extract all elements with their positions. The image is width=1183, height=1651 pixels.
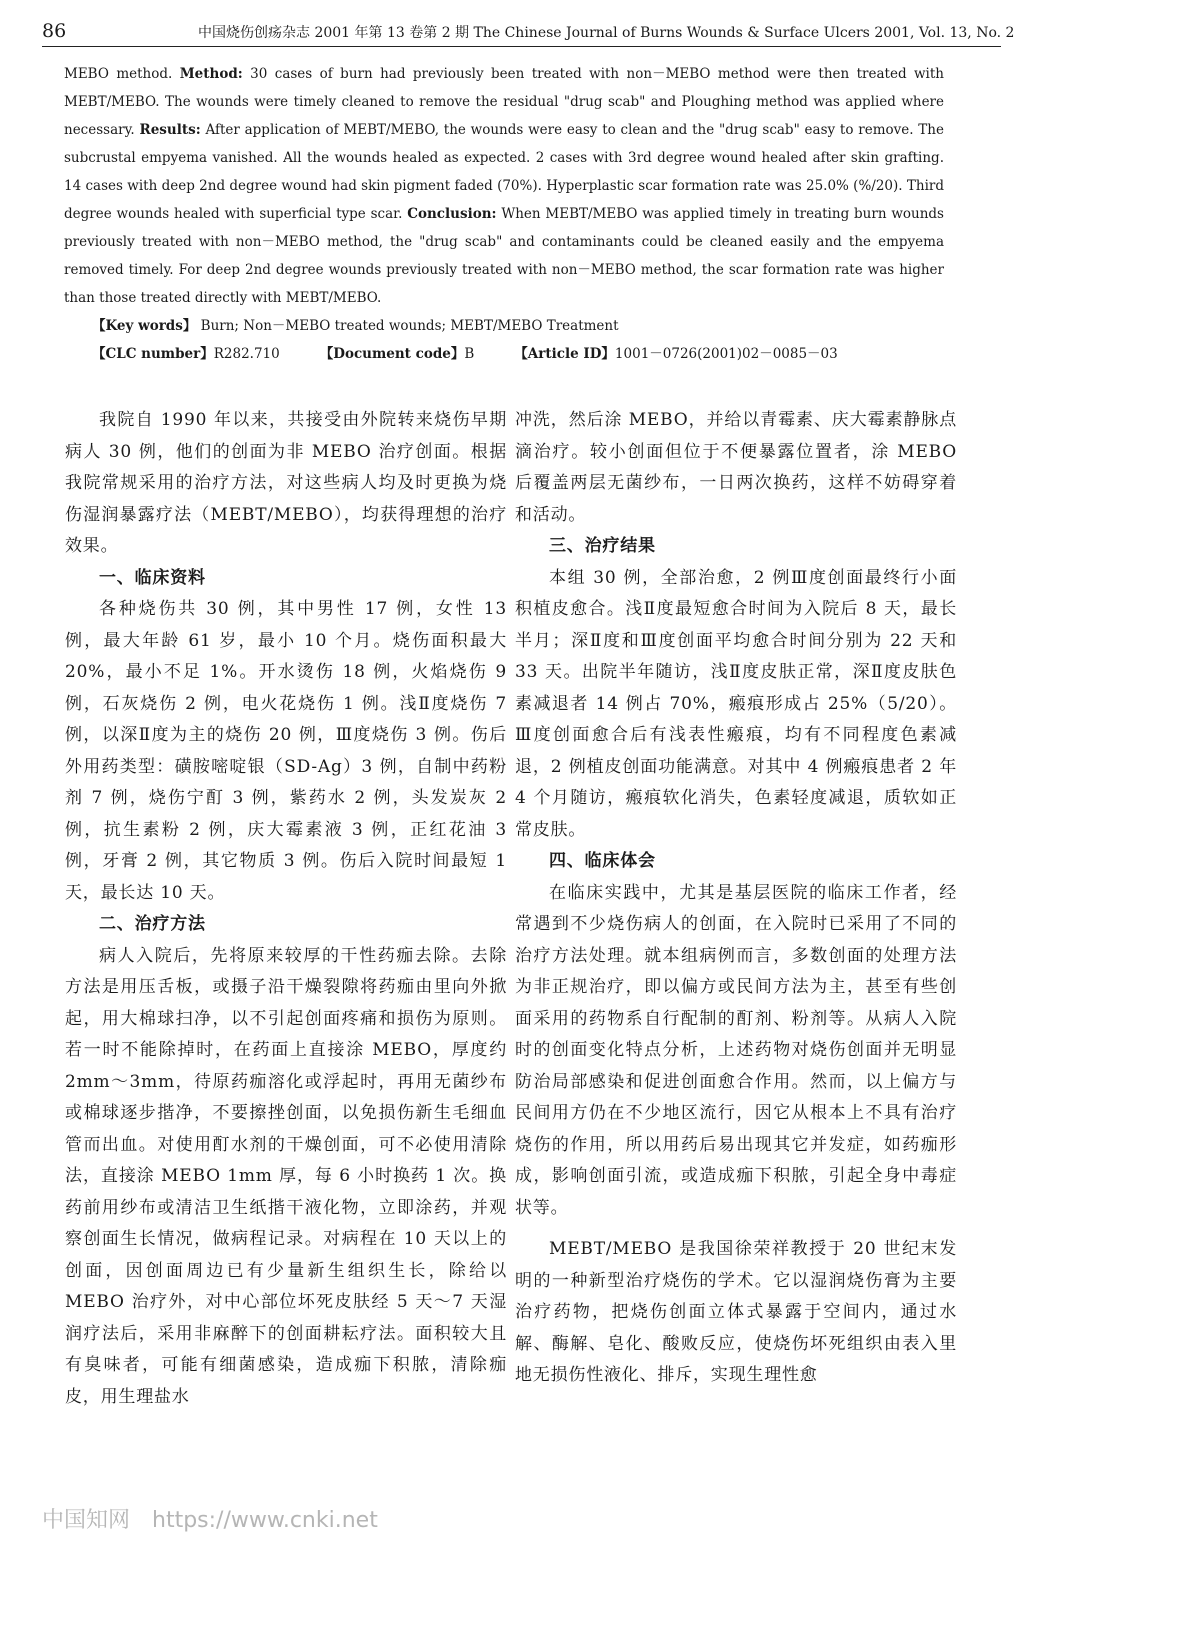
results-text: After application of MEBT/MEBO, the wounds were easy to clean and the "drug scab" easy to remove. The subcrustal empyema vanished. All the wounds healed as expected. 2 cases with 3rd degree wound healed after skin grafting. 14 cases with deep 2nd degree wound had skin pigment faded (70%). Hyperplastic scar formation rate was 25.0% (%/20). Third degree wounds healed with superficial type scar. (64, 122, 944, 222)
article-id-value: 1001－0726(2001)02－0085－03 (614, 346, 838, 362)
keywords-text: Burn; Non－MEBO treated wounds; MEBT/MEBO Treatment (200, 318, 619, 334)
section-3-paragraph: 本组 30 例，全部治愈，2 例Ⅲ度创面最终行小面积植皮愈合。浅Ⅱ度最短愈合时间为入院后 8 天，最长半月；深Ⅱ度和Ⅲ度创面平均愈合时间分别为 22 天和 33 天。出院半年随访，浅Ⅱ度皮肤正常，深Ⅱ度皮肤色素减退者 14 例占 70%，瘢痕形成占 25%（5/20）。Ⅲ度创面愈合后有浅表性瘢痕，均有不同程度色素减退，2 例植皮创面功能满意。对其中 4 例瘢痕患者 2 年 4 个月随访，瘢痕软化消失，色素轻度减退，质软如正常皮肤。 (515, 567, 957, 840)
journal-header: 中国烧伤创疡杂志 2001 年第 13 卷第 2 期 The Chinese Journal of Burns Wounds & Surface Ulcers 2001, Vol. 13, No. 2 (198, 25, 1015, 41)
section-4-heading: 四、临床体会 (549, 851, 656, 871)
section-1-heading: 一、临床资料 (99, 567, 206, 588)
section-1-paragraph: 各种烧伤共 30 例，其中男性 17 例，女性 13 例，最大年龄 61 岁，最小 10 个月。烧伤面积最大 20%，最小不足 1%。开水烫伤 18 例，火焰烧伤 9 例，石灰烧伤 2 例，电火花烧伤 1 例。浅Ⅱ度烧伤 7 例，以深Ⅱ度为主的烧伤 20 例，Ⅲ度烧伤 3 例。伤后外用药类型：磺胺嘧啶银（SD-Ag）3 例，自制中药粉剂 7 例，烧伤宁酊 3 例，紫药水 2 例，头发炭灰 2 例，抗生素粉 2 例，庆大霉素液 3 例，正红花油 3 例，牙膏 2 例，其它物质 3 例。伤后入院时间最短 1 天，最长达 10 天。 (65, 599, 507, 903)
classification-line (92, 342, 838, 362)
intro-paragraph: 我院自 1990 年以来，共接受由外院转来烧伤早期病人 30 例，他们的创面为非 MEBO 治疗创面。根据我院常规采用的治疗方法，对这些病人均及时更换为烧伤湿润暴露疗法（MEBT/MEBO），均获得理想的治疗效果。 (65, 410, 507, 556)
keywords-line (92, 314, 619, 334)
section-4-paragraph-2: MEBT/MEBO 是我国徐荣祥教授于 20 世纪末发明的一种新型治疗烧伤的学术。它以湿润烧伤膏为主要治疗药物，把烧伤创面立体式暴露于空间内，通过水解、酶解、皂化、酸败反应，使烧伤坏死组织由表入里地无损伤性液化、排斥，实现生理性愈 (515, 1239, 957, 1385)
method-label: Method: (179, 66, 243, 82)
clc-label: 【CLC number】 (92, 346, 214, 362)
section-3-heading: 三、治疗结果 (549, 536, 656, 556)
section-2-heading: 二、治疗方法 (99, 914, 206, 934)
doc-code-label: 【Document code】 (319, 346, 465, 362)
section-2-paragraph-part-2: 冲洗，然后涂 MEBO，并给以青霉素、庆大霉素静脉点滴治疗。较小创面但位于不便暴露位置者，涂 MEBO 后覆盖两层无菌纱布，一日两次换药，这样不妨碍穿着和活动。 (515, 410, 957, 525)
header-rule (42, 46, 1001, 47)
conclusion-label: Conclusion: (407, 206, 497, 222)
results-label: Results: (139, 122, 201, 138)
keywords-label: 【Key words】 (92, 318, 197, 334)
article-id-label: 【Article ID】 (514, 346, 615, 362)
section-4-paragraph-1: 在临床实践中，尤其是基层医院的临床工作者，经常遇到不少烧伤病人的创面，在入院时已采用了不同的治疗方法处理。就本组病例而言，多数创面的处理方法为非正规治疗，即以偏方或民间方法为主，甚至有些创面采用的药物系自行配制的酊剂、粉剂等。从病人入院时的创面变化特点分析，上述药物对烧伤创面并无明显防治局部感染和促进创面愈合作用。然而，以上偏方与民间用方仍在不少地区流行，因它从根本上不具有治疗烧伤的作用，所以用药后易出现其它并发症，如药痂形成，影响创面引流，或造成痂下积脓，引起全身中毒症状等。 (515, 882, 957, 1218)
watermark-brand: 中国知网 (42, 1508, 131, 1533)
abstract-intro: MEBO method. (64, 66, 173, 82)
cnki-watermark (42, 1503, 378, 1534)
clc-value: R282.710 (213, 346, 280, 362)
doc-code-value: B (464, 346, 475, 362)
abstract-paragraph (64, 60, 944, 312)
watermark-url[interactable]: https://www.cnki.net (152, 1508, 378, 1533)
section-2-paragraph-part-1: 病人入院后，先将原来较厚的干性药痂去除。去除方法是用压舌板，或摄子沿干燥裂隙将药痂由里向外掀起，用大棉球扫净，以不引起创面疼痛和损伤为原则。若一时不能除掉时，在药面上直接涂 MEBO，厚度约 2mm～3mm，待原药痂溶化或浮起时，再用无菌纱布或棉球逐步揩净，不要擦挫创面，以免损伤新生毛细血管而出血。对使用酊水剂的干燥创面，可不必使用清除法，直接涂 MEBO 1mm 厚，每 6 小时换药 1 次。换药前用纱布或清洁卫生纸揩干液化物，立即涂药，并观察创面生长情况，做病程记录。对病程在 10 天以上的创面，因创面周边已有少量新生组织生长，除给以 MEBO 治疗外，对中心部位坏死皮肤经 5 天～7 天湿润疗法后，采用非麻醉下的创面耕耘疗法。面积较大且有臭味者，可能有细菌感染，造成痂下积脓，清除痂皮，用生理盐水 (65, 945, 507, 1407)
english-abstract (64, 60, 944, 312)
page-number: 86 (42, 20, 67, 42)
body-left-column (65, 405, 507, 1413)
method-text: 30 cases of burn had previously been treated with non－MEBO method were then treated with MEBT/MEBO. The wounds were timely cleaned to remove the residual "drug scab" and Ploughing method was applied where necessary. (64, 66, 944, 138)
body-right-column (515, 405, 957, 1392)
conclusion-text: When MEBT/MEBO was applied timely in treating burn wounds previously treated with non－MEBO method, the "drug scab" and contaminants could be cleaned easily and the empyema removed timely. For deep 2nd degree wounds previously treated with non－MEBO method, the scar formation rate was higher than those treated directly with MEBT/MEBO. (64, 206, 944, 306)
